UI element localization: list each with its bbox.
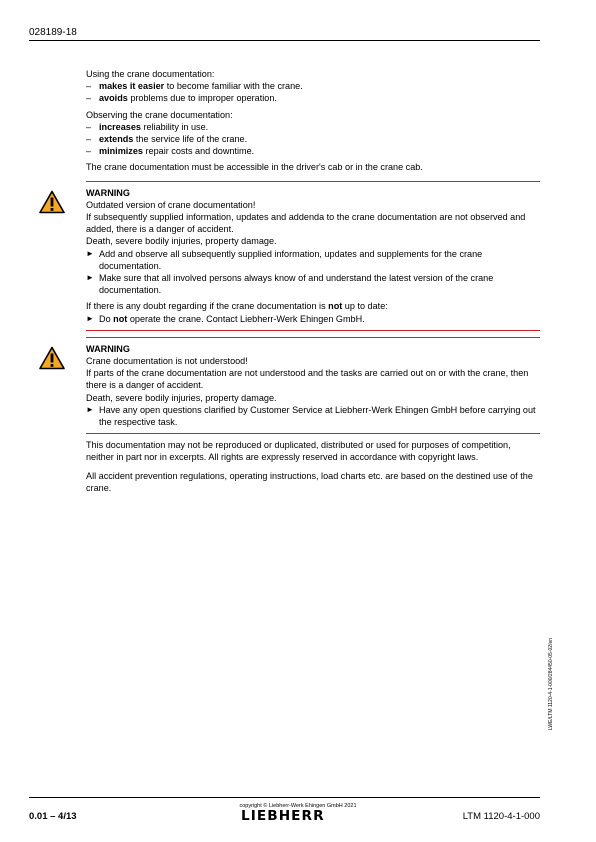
warning-consequence: Death, severe bodily injuries, property damage.: [86, 392, 277, 403]
footer-copyright: copyright © Liebherr-Werk Ehingen GmbH 2021: [239, 803, 357, 809]
warning-rule: [86, 337, 540, 338]
list-item-text: repair costs and downtime.: [142, 146, 255, 157]
document-id: 028189-18: [29, 27, 77, 38]
list-item: [86, 121, 540, 133]
warning-consequence: Death, severe bodily injuries, property damage.: [86, 236, 277, 247]
side-document-id: LWE/LTM 1120-4-1-000/284450-05-02/en: [548, 638, 554, 730]
accessible-note: The crane documentation must be accessible in the driver's cab or in the crane cab.: [86, 162, 423, 173]
list-item: [86, 80, 540, 92]
action-text: Add and observe all subsequently supplied information, updates and supplements for the crane documentation.: [99, 248, 483, 271]
dash-bullet: –: [86, 121, 92, 132]
action-text: Make sure that all involved persons always know of and understand the latest version of the crane documentation.: [99, 273, 494, 296]
warning-block-outdated: [86, 187, 540, 325]
dash-bullet: –: [86, 81, 92, 92]
list-item-emphasis: makes it easier: [99, 81, 165, 92]
copyright-notice: This documentation may not be reproduced or duplicated, distributed or used for purposes of competition, neither in part nor in excerpts. All rights are expressly reserved in accordance with copyright laws.: [86, 440, 511, 463]
liebherr-logo: LIEBHERR: [241, 809, 325, 824]
list-item: [86, 92, 540, 104]
page-number: 0.01 – 4/13: [29, 811, 77, 822]
warning-subtitle: Crane documentation is not understood!: [86, 356, 248, 367]
dash-bullet: –: [86, 134, 92, 145]
using-heading: Using the crane documentation:: [86, 69, 215, 79]
list-item: [86, 133, 540, 145]
dash-bullet: –: [86, 93, 92, 104]
observing-heading: Observing the crane documentation:: [86, 109, 233, 120]
doubt-text: If there is any doubt regarding if the crane documentation is not up to date:: [86, 301, 388, 312]
arrow-bullet-icon: ►: [86, 248, 94, 258]
page-content: [86, 68, 540, 494]
action-item: [86, 404, 540, 428]
regulations-note: All accident prevention regulations, operating instructions, load charts etc. are based on the destined use of the crane.: [86, 470, 533, 493]
action-item: ► Do not operate the crane. Contact Liebherr-Werk Ehingen GmbH.: [86, 313, 365, 324]
arrow-bullet-icon: ►: [86, 404, 94, 414]
warning-rule: [86, 181, 540, 182]
warning-rule: [86, 433, 540, 434]
list-item-text: to become familiar with the crane.: [164, 81, 303, 92]
header-rule: [29, 40, 540, 41]
list-item-emphasis: minimizes: [99, 146, 143, 157]
footer-rule: [29, 797, 540, 798]
list-item: [86, 145, 540, 157]
action-text: Have any open questions clarified by Customer Service at Liebherr-Werk Ehingen GmbH before carrying out the respective task.: [99, 404, 536, 428]
warning-title: WARNING: [86, 187, 130, 198]
dash-bullet: –: [86, 146, 92, 157]
warning-body: If subsequently supplied information, updates and addenda to the crane documentation are not observed and added, there is a danger of accident.: [86, 212, 526, 235]
action-item: [86, 248, 540, 272]
warning-block-not-understood: [86, 343, 540, 428]
list-item-text: problems due to improper operation.: [127, 93, 277, 104]
list-item-emphasis: increases: [99, 121, 141, 132]
model-reference: LTM 1120-4-1-000: [462, 811, 540, 822]
list-item-text: reliability in use.: [140, 121, 209, 132]
warning-triangle-icon: [39, 190, 65, 214]
warning-triangle-icon: [39, 346, 65, 370]
warning-subtitle: Outdated version of crane documentation!: [86, 199, 256, 210]
list-item-emphasis: extends: [99, 134, 134, 145]
arrow-bullet-icon: ►: [86, 313, 94, 323]
warning-rule: [86, 330, 540, 331]
warning-title: WARNING: [86, 343, 130, 354]
warning-body: If parts of the crane documentation are not understood and the tasks are carried out on or with the crane, then there is a danger of accident.: [86, 368, 529, 391]
action-item: [86, 272, 540, 296]
list-item-emphasis: avoids: [99, 93, 128, 104]
arrow-bullet-icon: ►: [86, 273, 94, 283]
list-item-text: the service life of the crane.: [133, 134, 248, 145]
